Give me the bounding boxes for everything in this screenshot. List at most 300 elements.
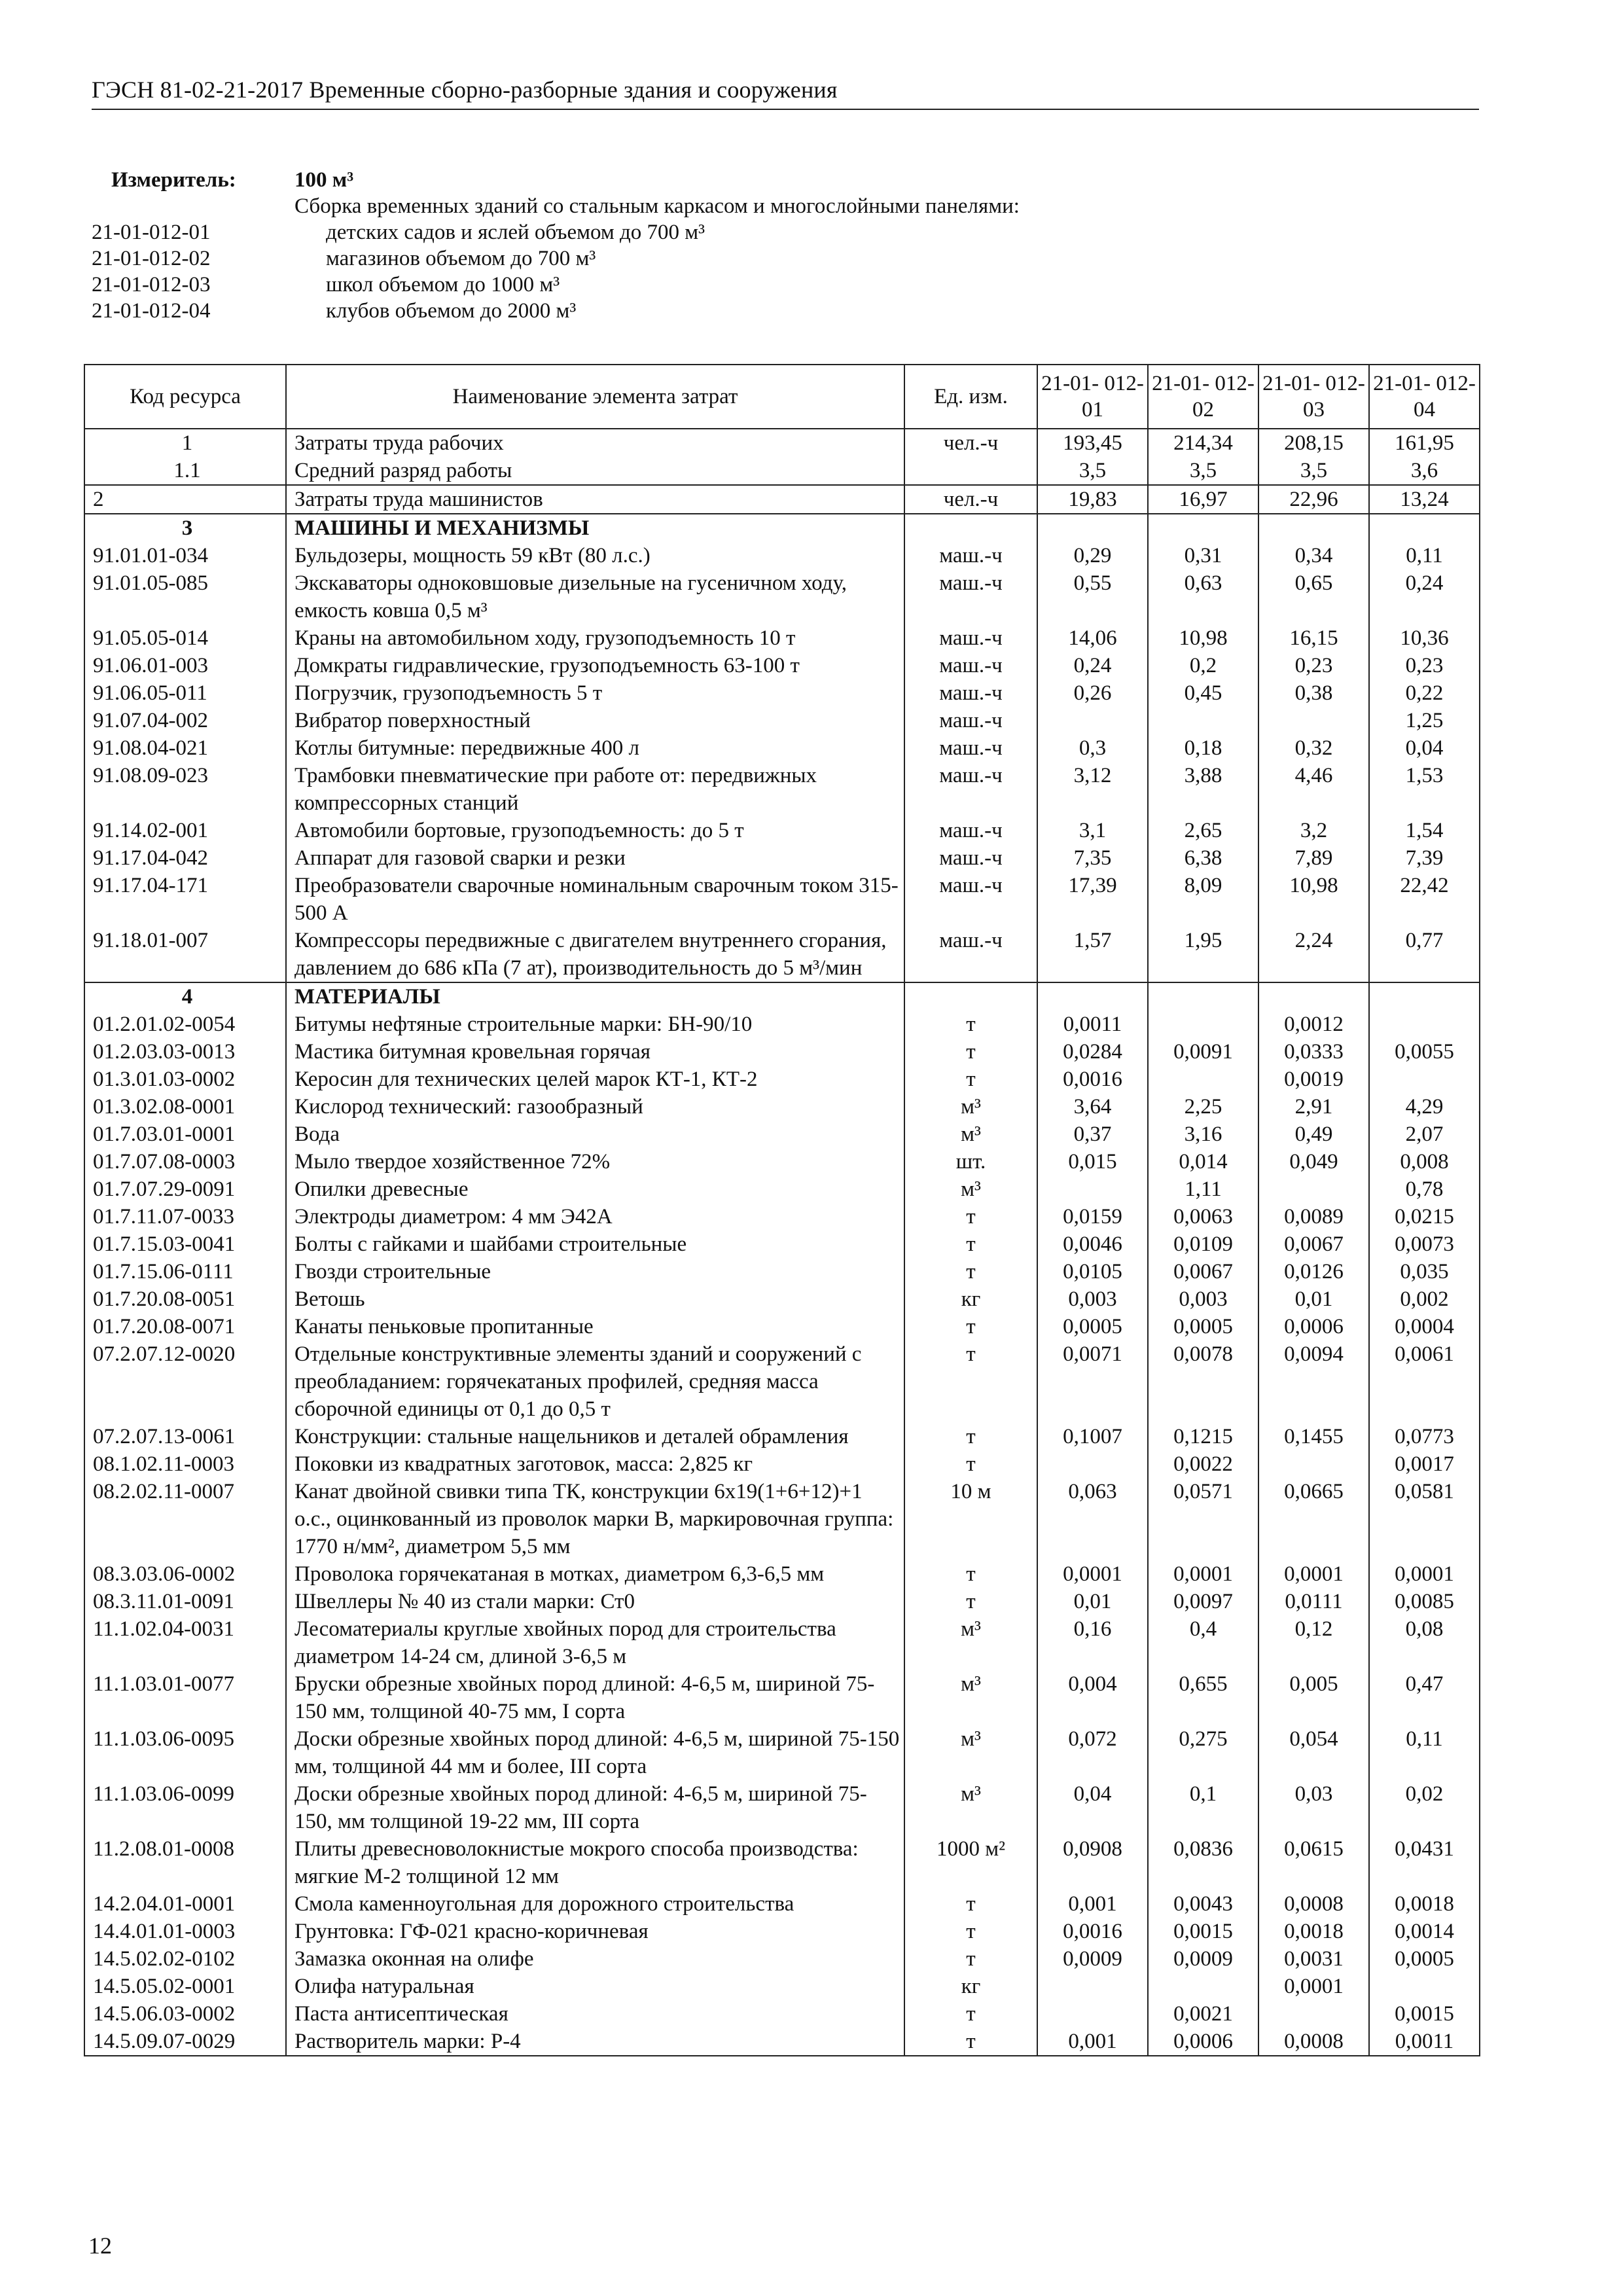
resource-name: Бульдозеры, мощность 59 кВт (80 л.с.) [286, 542, 904, 569]
resource-name: Паста антисептическая [286, 2000, 904, 2028]
value-cell: 0,0046 [1037, 1230, 1148, 1258]
value-cell: 0,0067 [1148, 1258, 1258, 1285]
resource-name: Смола каменноугольная для дорожного строительства [286, 1890, 904, 1918]
value-cell: 0,23 [1258, 652, 1369, 679]
resource-name: Домкраты гидравлические, грузоподъемность 63-100 т [286, 652, 904, 679]
value-cell: 0,0067 [1258, 1230, 1369, 1258]
resource-unit: чел.-ч [904, 429, 1037, 457]
value-cell: 0,0005 [1037, 1313, 1148, 1340]
resource-code: 08.1.02.11-0003 [84, 1450, 286, 1478]
resource-unit: т [904, 1560, 1037, 1588]
resource-unit: м³ [904, 1670, 1037, 1725]
resource-name: Швеллеры № 40 из стали марки: Ст0 [286, 1588, 904, 1615]
value-cell [1369, 1973, 1480, 2000]
table-row [84, 707, 1480, 734]
value-cell: 0,24 [1037, 652, 1148, 679]
table-row [84, 1066, 1480, 1093]
value-cell: 0,0008 [1258, 1890, 1369, 1918]
value-cell: 0,0009 [1037, 1945, 1148, 1973]
resource-code: 91.01.05-085 [84, 569, 286, 624]
value-cell: 6,38 [1148, 844, 1258, 872]
table-row [84, 1011, 1480, 1038]
resource-unit: маш.-ч [904, 624, 1037, 652]
measure-item-code: 21-01-012-02 [92, 247, 211, 270]
value-cell: 0,0908 [1037, 1835, 1148, 1890]
resource-unit: т [904, 1313, 1037, 1340]
resource-code: 01.2.03.03-0013 [84, 1038, 286, 1066]
value-cell: 0,38 [1258, 679, 1369, 707]
table-row [84, 679, 1480, 707]
resource-code: 2 [84, 485, 286, 514]
table-row [84, 1890, 1480, 1918]
value-cell: 0,0773 [1369, 1423, 1480, 1450]
resource-unit: маш.-ч [904, 872, 1037, 927]
value-cell: 0,0014 [1369, 1918, 1480, 1945]
resource-table [84, 364, 1480, 2056]
measure-description: Сборка временных зданий со стальным каркасом и многослойными панелями: [294, 194, 1020, 218]
value-cell: 0,014 [1148, 1148, 1258, 1175]
value-cell: 3,2 [1258, 817, 1369, 844]
value-cell: 214,34 [1148, 429, 1258, 457]
value-cell: 0,0159 [1037, 1203, 1148, 1230]
resource-code: 91.14.02-001 [84, 817, 286, 844]
resource-unit: м³ [904, 1780, 1037, 1835]
resource-code: 01.7.15.06-0111 [84, 1258, 286, 1285]
table-row [84, 1560, 1480, 1588]
value-cell: 1,11 [1148, 1175, 1258, 1203]
resource-name: Вибратор поверхностный [286, 707, 904, 734]
resource-name: Погрузчик, грузоподъемность 5 т [286, 679, 904, 707]
resource-unit: маш.-ч [904, 652, 1037, 679]
value-cell: 3,5 [1037, 457, 1148, 485]
measure-value: 100 м³ [294, 168, 354, 192]
measure-label: Измеритель: [111, 168, 236, 192]
table-row [84, 429, 1480, 457]
resource-unit: кг [904, 1285, 1037, 1313]
value-cell [1037, 1175, 1148, 1203]
resource-code: 01.3.01.03-0002 [84, 1066, 286, 1093]
resource-code: 14.5.02.02-0102 [84, 1945, 286, 1973]
resource-code: 01.7.15.03-0041 [84, 1230, 286, 1258]
header-col-3: 21-01- 012-03 [1258, 365, 1369, 429]
table-row [84, 457, 1480, 485]
value-cell: 0,001 [1037, 2028, 1148, 2056]
resource-name: Бруски обрезные хвойных пород длиной: 4-6,5 м, шириной 75-150 мм, толщиной 40-75 мм, I сорта [286, 1670, 904, 1725]
value-cell: 3,1 [1037, 817, 1148, 844]
resource-name: Преобразователи сварочные номинальным сварочным током 315-500 А [286, 872, 904, 927]
value-cell: 0,0001 [1258, 1560, 1369, 1588]
value-cell: 0,1215 [1148, 1423, 1258, 1450]
value-cell: 0,37 [1037, 1121, 1148, 1148]
resource-unit: т [904, 2028, 1037, 2056]
resource-name: Ветошь [286, 1285, 904, 1313]
value-cell: 0,003 [1037, 1285, 1148, 1313]
resource-name: Доски обрезные хвойных пород длиной: 4-6,5 м, шириной 75-150 мм, толщиной 44 мм и более, III сорта [286, 1725, 904, 1780]
value-cell: 0,4 [1148, 1615, 1258, 1670]
resource-code: 01.7.03.01-0001 [84, 1121, 286, 1148]
measure-item-code: 21-01-012-01 [92, 221, 211, 244]
resource-unit: т [904, 1918, 1037, 1945]
value-cell: 0,0105 [1037, 1258, 1148, 1285]
resource-unit [904, 457, 1037, 485]
resource-code: 1.1 [84, 457, 286, 485]
resource-unit: м³ [904, 1175, 1037, 1203]
resource-code: 11.1.03.01-0077 [84, 1670, 286, 1725]
resource-unit: м³ [904, 1725, 1037, 1780]
resource-name: Канаты пеньковые пропитанные [286, 1313, 904, 1340]
resource-name: Замазка оконная на олифе [286, 1945, 904, 1973]
section-row [84, 514, 1480, 542]
resource-unit: 1000 м² [904, 1835, 1037, 1890]
value-cell: 0,002 [1369, 1285, 1480, 1313]
value-cell: 10,36 [1369, 624, 1480, 652]
resource-name: Грунтовка: ГФ-021 красно-коричневая [286, 1918, 904, 1945]
value-cell: 0,0001 [1369, 1560, 1480, 1588]
value-cell: 0,0015 [1148, 1918, 1258, 1945]
value-cell: 0,77 [1369, 927, 1480, 982]
value-cell: 0,004 [1037, 1670, 1148, 1725]
value-cell: 0,0078 [1148, 1340, 1258, 1423]
value-cell: 0,0091 [1148, 1038, 1258, 1066]
value-cell: 0,0665 [1258, 1478, 1369, 1560]
value-cell: 3,6 [1369, 457, 1480, 485]
resource-code: 07.2.07.13-0061 [84, 1423, 286, 1450]
value-cell: 0,0001 [1037, 1560, 1148, 1588]
table-row [84, 1478, 1480, 1560]
value-cell: 161,95 [1369, 429, 1480, 457]
table-row [84, 1038, 1480, 1066]
resource-code: 14.4.01.01-0003 [84, 1918, 286, 1945]
resource-name: Плиты древесноволокнистые мокрого способа производства: мягкие М-2 толщиной 12 мм [286, 1835, 904, 1890]
resource-code: 1 [84, 429, 286, 457]
value-cell: 0,0043 [1148, 1890, 1258, 1918]
value-cell: 4,46 [1258, 762, 1369, 817]
table-row [84, 1258, 1480, 1285]
value-cell [1148, 707, 1258, 734]
value-cell: 0,04 [1037, 1780, 1148, 1835]
table-row [84, 762, 1480, 817]
resource-code: 4 [84, 982, 286, 1011]
table-row [84, 1423, 1480, 1450]
resource-unit: маш.-ч [904, 927, 1037, 982]
measure-item-code: 21-01-012-03 [92, 273, 211, 296]
value-cell: 0,22 [1369, 679, 1480, 707]
resource-unit: маш.-ч [904, 542, 1037, 569]
resource-code: 3 [84, 514, 286, 542]
value-cell: 0,0055 [1369, 1038, 1480, 1066]
resource-code: 01.3.02.08-0001 [84, 1093, 286, 1121]
header-col-4: 21-01- 012-04 [1369, 365, 1480, 429]
resource-unit: т [904, 1258, 1037, 1285]
resource-code: 91.08.09-023 [84, 762, 286, 817]
resource-code: 01.7.07.08-0003 [84, 1148, 286, 1175]
value-cell: 0,063 [1037, 1478, 1148, 1560]
value-cell: 0,29 [1037, 542, 1148, 569]
resource-unit: т [904, 1423, 1037, 1450]
resource-name: Опилки древесные [286, 1175, 904, 1203]
value-cell: 0,049 [1258, 1148, 1369, 1175]
measure-item [92, 245, 1479, 272]
value-cell: 0,0089 [1258, 1203, 1369, 1230]
value-cell: 0,0016 [1037, 1918, 1148, 1945]
resource-code: 11.1.02.04-0031 [84, 1615, 286, 1670]
resource-code: 11.1.03.06-0099 [84, 1780, 286, 1835]
resource-name: Отдельные конструктивные элементы зданий и сооружений с преобладанием: горячекатаных профилей, средняя масса сборочной единицы от 0,1 до 0,5 т [286, 1340, 904, 1423]
value-cell: 0,0006 [1258, 1313, 1369, 1340]
resource-unit: т [904, 1340, 1037, 1423]
table-row [84, 542, 1480, 569]
value-cell: 0,32 [1258, 734, 1369, 762]
resource-code: 91.18.01-007 [84, 927, 286, 982]
resource-code: 91.01.01-034 [84, 542, 286, 569]
value-cell: 0,49 [1258, 1121, 1369, 1148]
value-cell: 1,95 [1148, 927, 1258, 982]
value-cell: 0,0001 [1148, 1560, 1258, 1588]
resource-code: 08.2.02.11-0007 [84, 1478, 286, 1560]
resource-name: Конструкции: стальные нащельников и деталей обрамления [286, 1423, 904, 1450]
section-row [84, 982, 1480, 1011]
resource-unit: т [904, 2000, 1037, 2028]
value-cell: 22,96 [1258, 485, 1369, 514]
resource-name: Доски обрезные хвойных пород длиной: 4-6,5 м, шириной 75-150, мм толщиной 19-22 мм, III сорта [286, 1780, 904, 1835]
table-row [84, 1918, 1480, 1945]
measure-item-code: 21-01-012-04 [92, 299, 211, 323]
value-cell: 0,16 [1037, 1615, 1148, 1670]
header-unit: Ед. изм. [904, 365, 1037, 429]
value-cell: 0,0085 [1369, 1588, 1480, 1615]
table-row [84, 844, 1480, 872]
value-cell: 2,24 [1258, 927, 1369, 982]
resource-code: 01.7.07.29-0091 [84, 1175, 286, 1203]
table-row [84, 1725, 1480, 1780]
table-row [84, 1285, 1480, 1313]
value-cell: 0,0021 [1148, 2000, 1258, 2028]
value-cell: 2,25 [1148, 1093, 1258, 1121]
value-cell: 1,25 [1369, 707, 1480, 734]
table-row [84, 1780, 1480, 1835]
value-cell: 0,0333 [1258, 1038, 1369, 1066]
resource-code: 08.3.03.06-0002 [84, 1560, 286, 1588]
value-cell: 0,0063 [1148, 1203, 1258, 1230]
value-cell: 0,0005 [1369, 1945, 1480, 1973]
value-cell: 3,16 [1148, 1121, 1258, 1148]
value-cell: 0,0017 [1369, 1450, 1480, 1478]
table-row [84, 734, 1480, 762]
value-cell: 0,0031 [1258, 1945, 1369, 1973]
value-cell: 0,12 [1258, 1615, 1369, 1670]
resource-code: 14.5.09.07-0029 [84, 2028, 286, 2056]
value-cell: 16,15 [1258, 624, 1369, 652]
table-row [84, 2000, 1480, 2028]
value-cell: 0,0126 [1258, 1258, 1369, 1285]
resource-name: Болты с гайками и шайбами строительные [286, 1230, 904, 1258]
resource-name: Компрессоры передвижные с двигателем внутреннего сгорания, давлением до 686 кПа (7 ат), производительность до 5 м³/мин [286, 927, 904, 982]
value-cell [1369, 982, 1480, 1011]
resource-name: Проволока горячекатаная в мотках, диаметром 6,3-6,5 мм [286, 1560, 904, 1588]
value-cell: 0,1 [1148, 1780, 1258, 1835]
table-row [84, 1340, 1480, 1423]
value-cell [1148, 982, 1258, 1011]
value-cell: 0,0009 [1148, 1945, 1258, 1973]
resource-name: Гвозди строительные [286, 1258, 904, 1285]
value-cell: 0,24 [1369, 569, 1480, 624]
value-cell: 0,3 [1037, 734, 1148, 762]
value-cell: 3,5 [1148, 457, 1258, 485]
resource-name: МАШИНЫ И МЕХАНИЗМЫ [286, 514, 904, 542]
value-cell: 193,45 [1037, 429, 1148, 457]
resource-name: Битумы нефтяные строительные марки: БН-90/10 [286, 1011, 904, 1038]
value-cell: 19,83 [1037, 485, 1148, 514]
resource-code: 91.05.05-014 [84, 624, 286, 652]
page-header: ГЭСН 81-02-21-2017 Временные сборно-разборные здания и сооружения [92, 73, 1479, 110]
value-cell [1258, 1450, 1369, 1478]
resource-unit: т [904, 1203, 1037, 1230]
header-name: Наименование элемента затрат [286, 365, 904, 429]
resource-name: Котлы битумные: передвижные 400 л [286, 734, 904, 762]
table-row [84, 569, 1480, 624]
resource-code: 08.3.11.01-0091 [84, 1588, 286, 1615]
value-cell: 16,97 [1148, 485, 1258, 514]
resource-name: Кислород технический: газообразный [286, 1093, 904, 1121]
resource-unit: маш.-ч [904, 569, 1037, 624]
value-cell: 0,0012 [1258, 1011, 1369, 1038]
resource-code: 01.7.20.08-0051 [84, 1285, 286, 1313]
value-cell: 0,04 [1369, 734, 1480, 762]
value-cell: 0,0094 [1258, 1340, 1369, 1423]
table-row [84, 624, 1480, 652]
resource-unit: т [904, 1038, 1037, 1066]
value-cell: 0,0005 [1148, 1313, 1258, 1340]
resource-code: 01.7.20.08-0071 [84, 1313, 286, 1340]
value-cell: 0,001 [1037, 1890, 1148, 1918]
resource-unit: м³ [904, 1615, 1037, 1670]
value-cell: 0,0016 [1037, 1066, 1148, 1093]
value-cell: 0,11 [1369, 542, 1480, 569]
resource-unit: т [904, 1011, 1037, 1038]
value-cell: 0,03 [1258, 1780, 1369, 1835]
value-cell [1037, 514, 1148, 542]
resource-name: Поковки из квадратных заготовок, масса: 2,825 кг [286, 1450, 904, 1478]
value-cell [1258, 707, 1369, 734]
resource-name: Лесоматериалы круглые хвойных пород для строительства диаметром 14-24 см, длиной 3-6,5 м [286, 1615, 904, 1670]
resource-code: 11.2.08.01-0008 [84, 1835, 286, 1890]
resource-code: 91.07.04-002 [84, 707, 286, 734]
value-cell: 0,01 [1037, 1588, 1148, 1615]
value-cell [1037, 1450, 1148, 1478]
value-cell: 0,015 [1037, 1148, 1148, 1175]
table-row [84, 1121, 1480, 1148]
value-cell: 3,12 [1037, 762, 1148, 817]
value-cell: 0,63 [1148, 569, 1258, 624]
value-cell: 0,65 [1258, 569, 1369, 624]
resource-code: 91.06.05-011 [84, 679, 286, 707]
value-cell: 7,35 [1037, 844, 1148, 872]
resource-name: Электроды диаметром: 4 мм Э42А [286, 1203, 904, 1230]
value-cell: 0,45 [1148, 679, 1258, 707]
resource-unit: м³ [904, 1093, 1037, 1121]
value-cell: 1,57 [1037, 927, 1148, 982]
resource-unit: маш.-ч [904, 762, 1037, 817]
measure-item [92, 298, 1479, 324]
measure-item-text: клубов объемом до 2000 м³ [326, 299, 577, 323]
resource-unit: маш.-ч [904, 707, 1037, 734]
table-row [84, 927, 1480, 982]
value-cell: 0,655 [1148, 1670, 1258, 1725]
resource-unit: маш.-ч [904, 817, 1037, 844]
value-cell: 13,24 [1369, 485, 1480, 514]
resource-code: 14.2.04.01-0001 [84, 1890, 286, 1918]
value-cell: 0,275 [1148, 1725, 1258, 1780]
resource-name: Растворитель марки: Р-4 [286, 2028, 904, 2056]
value-cell [1258, 514, 1369, 542]
resource-unit: кг [904, 1973, 1037, 2000]
value-cell: 208,15 [1258, 429, 1369, 457]
value-cell [1148, 1066, 1258, 1093]
resource-name: Затраты труда машинистов [286, 485, 904, 514]
resource-code: 01.7.11.07-0033 [84, 1203, 286, 1230]
table-row [84, 1203, 1480, 1230]
value-cell: 0,003 [1148, 1285, 1258, 1313]
resource-unit: 10 м [904, 1478, 1037, 1560]
resource-name: Мастика битумная кровельная горячая [286, 1038, 904, 1066]
value-cell: 0,31 [1148, 542, 1258, 569]
value-cell: 0,0431 [1369, 1835, 1480, 1890]
resource-code: 91.08.04-021 [84, 734, 286, 762]
value-cell [1369, 1011, 1480, 1038]
resource-unit [904, 514, 1037, 542]
measure-item [92, 219, 1479, 245]
measure-item [92, 272, 1479, 298]
measure-item-text: школ объемом до 1000 м³ [326, 273, 560, 296]
table-row [84, 1615, 1480, 1670]
table-row [84, 485, 1480, 514]
value-cell: 17,39 [1037, 872, 1148, 927]
value-cell: 0,34 [1258, 542, 1369, 569]
resource-unit: т [904, 1945, 1037, 1973]
resource-name: Экскаваторы одноковшовые дизельные на гусеничном ходу, емкость ковша 0,5 м³ [286, 569, 904, 624]
measure-block [92, 167, 1479, 324]
value-cell: 0,55 [1037, 569, 1148, 624]
value-cell: 0,035 [1369, 1258, 1480, 1285]
value-cell [1148, 1973, 1258, 2000]
value-cell [1258, 1175, 1369, 1203]
value-cell [1258, 2000, 1369, 2028]
table-row [84, 652, 1480, 679]
value-cell [1037, 707, 1148, 734]
value-cell: 0,0615 [1258, 1835, 1369, 1890]
resource-name: Мыло твердое хозяйственное 72% [286, 1148, 904, 1175]
value-cell: 0,0836 [1148, 1835, 1258, 1890]
value-cell: 0,054 [1258, 1725, 1369, 1780]
value-cell: 0,0022 [1148, 1450, 1258, 1478]
table-row [84, 1450, 1480, 1478]
value-cell: 0,23 [1369, 652, 1480, 679]
resource-name: Аппарат для газовой сварки и резки [286, 844, 904, 872]
value-cell [1369, 514, 1480, 542]
resource-name: Вода [286, 1121, 904, 1148]
value-cell [1037, 982, 1148, 1011]
table-row [84, 872, 1480, 927]
value-cell: 3,88 [1148, 762, 1258, 817]
value-cell: 0,0111 [1258, 1588, 1369, 1615]
value-cell: 10,98 [1258, 872, 1369, 927]
value-cell: 0,072 [1037, 1725, 1148, 1780]
value-cell: 2,65 [1148, 817, 1258, 844]
value-cell: 0,0015 [1369, 2000, 1480, 2028]
value-cell: 0,0215 [1369, 1203, 1480, 1230]
table-row [84, 1973, 1480, 2000]
value-cell: 0,11 [1369, 1725, 1480, 1780]
